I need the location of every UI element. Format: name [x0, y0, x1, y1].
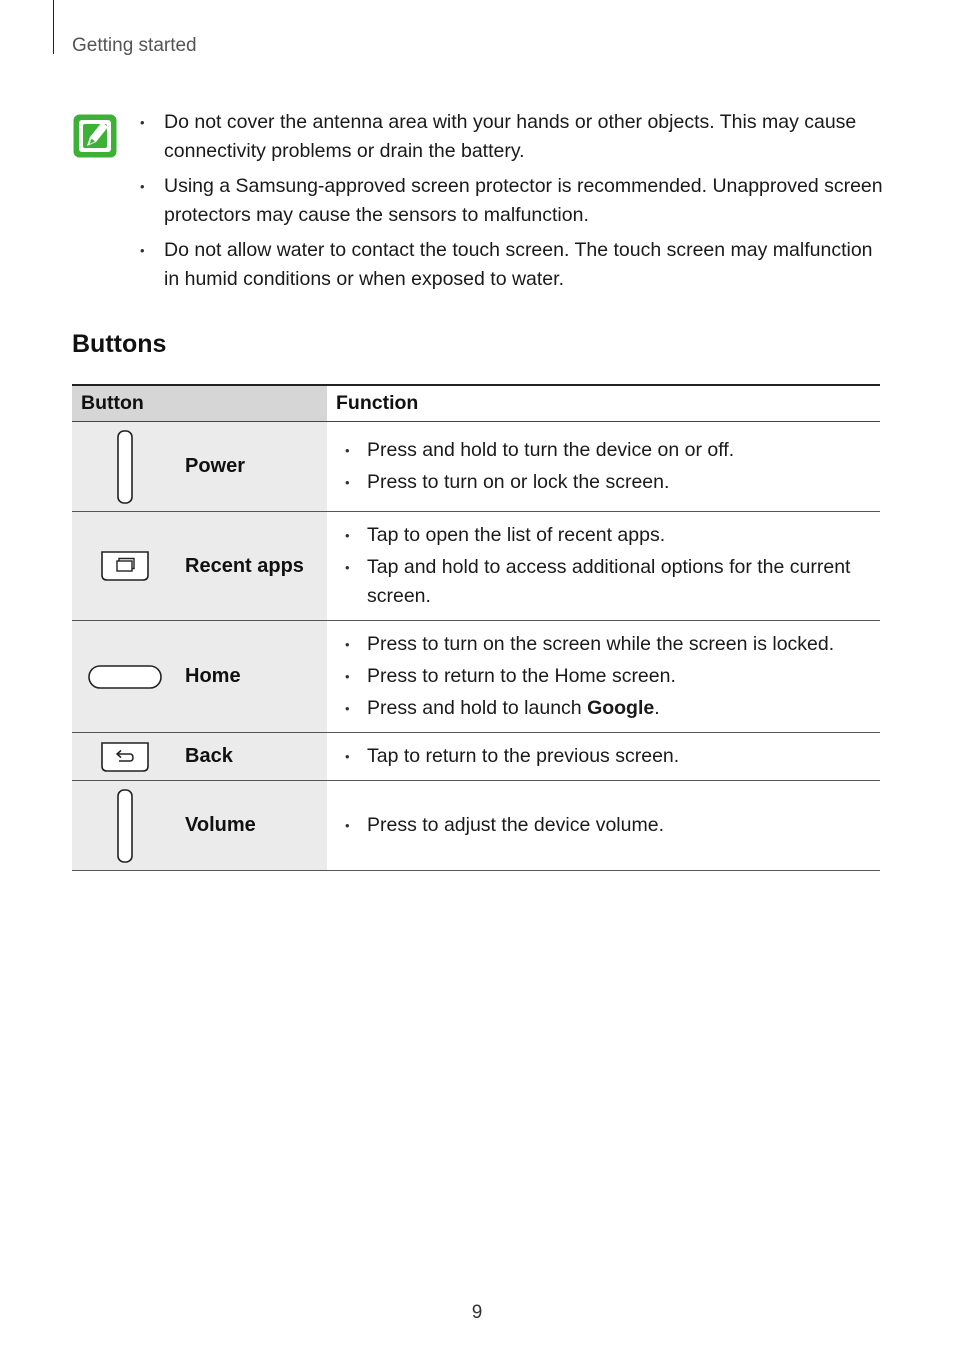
volume-key-icon: [72, 788, 177, 864]
function-item: • Press to return to the Home screen.: [345, 662, 870, 691]
function-item: • Press to turn on or lock the screen.: [345, 468, 870, 497]
table-row: [72, 512, 880, 621]
button-cell: [72, 512, 327, 621]
recent-apps-key-icon: [72, 551, 177, 581]
function-cell: [327, 781, 880, 871]
function-item: • Press to adjust the device volume.: [345, 811, 870, 840]
column-header-function: Function: [327, 385, 880, 422]
buttons-heading: Buttons: [72, 330, 167, 358]
table-row: [72, 621, 880, 733]
section-header: Getting started: [72, 35, 197, 56]
function-cell: [327, 512, 880, 621]
column-header-button: Button: [72, 385, 327, 422]
function-item: • Tap to open the list of recent apps.: [345, 521, 870, 550]
table-row: [72, 781, 880, 871]
function-item: • Tap to return to the previous screen.: [345, 742, 870, 771]
button-name: Back: [185, 745, 233, 767]
note-item: • Do not cover the antenna area with your hands or other objects. This may cause connectivity problems or drain the battery.: [140, 108, 885, 166]
button-name: Power: [185, 455, 246, 477]
button-name: Home: [185, 665, 241, 687]
table-row: [72, 733, 880, 781]
function-item: • Tap and hold to access additional options for the current screen.: [345, 553, 870, 611]
button-name: Recent apps: [185, 554, 304, 577]
function-item: [345, 694, 870, 723]
function-text: Press and hold to launch: [367, 697, 588, 719]
power-key-icon: [72, 429, 177, 505]
note-item: • Using a Samsung-approved screen protector is recommended. Unapproved screen protectors may cause the sensors to malfunction.: [140, 172, 885, 230]
table-header-row: [72, 385, 880, 422]
note-item: • Do not allow water to contact the touch screen. The touch screen may malfunction in humid conditions or when exposed to water.: [140, 236, 885, 294]
note-pencil-icon: [72, 113, 118, 159]
button-cell: [72, 733, 327, 781]
function-text: .: [654, 697, 660, 719]
google-app-name: Google: [587, 697, 655, 719]
button-cell: [72, 781, 327, 871]
table-row: [72, 422, 880, 512]
back-key-icon: [72, 742, 177, 772]
note-list: [140, 108, 885, 300]
button-name: Volume: [185, 814, 256, 836]
home-key-icon: [72, 664, 177, 690]
function-cell: [327, 733, 880, 781]
button-cell: [72, 621, 327, 733]
page-number: 9: [471, 1302, 483, 1323]
function-item: • Press and hold to turn the device on or off.: [345, 436, 870, 465]
buttons-table: [72, 384, 880, 871]
button-cell: [72, 422, 327, 512]
function-cell: [327, 621, 880, 733]
page-edge-line: [53, 0, 54, 54]
function-item: • Press to turn on the screen while the screen is locked.: [345, 630, 870, 659]
function-cell: [327, 422, 880, 512]
